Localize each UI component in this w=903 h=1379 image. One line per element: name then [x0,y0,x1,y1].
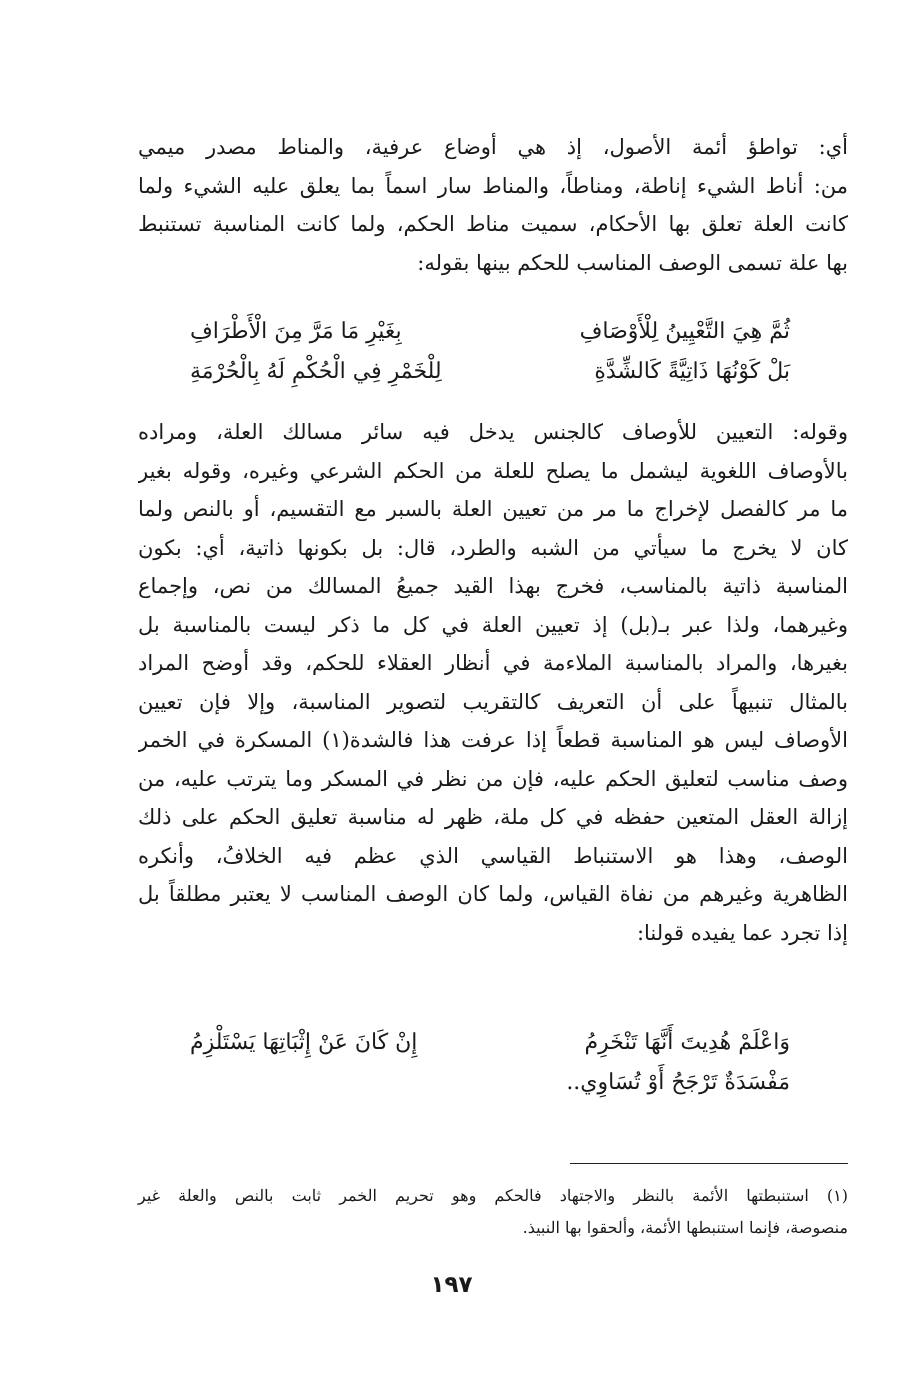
verse-hemistich-second: لِلْخَمْرِ فِي الْحُكْمِ لَهُ بِالْحُرْمَةِ [190,359,442,384]
verse-hemistich-second: إِنْ كَانَ عَنْ إِثْبَاتِهَا يَسْتَلْزِمُ [190,1030,418,1055]
text-line: من: أناط الشيء إناطة، ومناطاً، والمناط سار اسماً بما يعلق عليه الشيء ولما [138,173,848,198]
text-line: إزالة العقل المتعين حفظه في كل ملة، ظهر له مناسبة تعليق الحكم على ذلك [138,805,848,829]
text-line: بها علة تسمى الوصف المناسب للحكم بينها بقوله: [417,250,848,275]
verse-block-condition [190,1023,790,1103]
text-line: الوصف، وهذا هو الاستنباط القياسي الذي عظم فيه الخلافُ، وأنكره [138,843,848,868]
verse-line [190,1023,790,1063]
paragraph-commentary [138,413,848,952]
verse-hemistich-second: بِغَيْرِ مَا مَرَّ مِنَ الْأَطْرَافِ [190,319,402,344]
footnote [138,1180,848,1244]
footnote-separator [570,1163,848,1164]
verse-block-definition [190,312,790,392]
paragraph-opening [138,128,848,282]
text-line: الأوصاف ليس هو المناسبة قطعاً إذا عرفت هذا فالشدة(١) المسكرة في الخمر [138,728,848,752]
text-line: كانت العلة تعلق بها الأحكام، سميت مناط الحكم، ولما كانت المناسبة تستنبط [138,212,848,236]
text-line: بالأوصاف اللغوية ليشمل ما يصلح للعلة من الحكم الشرعي وغيره، وقوله بغير [138,458,848,483]
page-number: ١٩٧ [430,1272,473,1298]
text-line: إذا تجرد عما يفيده قولنا: [636,920,848,945]
text-line: وصف مناسب لتعليق الحكم عليه، فإن من نظر في المسكر وما يترتب عليه، من [138,766,848,791]
verse-line [190,312,790,352]
footnote-line: (١) استنبطتها الأئمة بالنظر والاجتهاد فالحكم وهو تحريم الخمر ثابت بالنص والعلة غير [138,1186,848,1205]
verse-hemistich-first: مَفْسَدَةٌ تَرْجَحُ أَوْ تُسَاوِي.. [566,1070,790,1095]
text-line: المناسبة ذاتية بالمناسب، فخرج بهذا القيد جميعُ المسالك من نص، وإجماع [138,574,848,598]
verse-hemistich-first: بَلْ كَوْنُهَا ذَاتِيَّةً كَالشِّدَّةِ [594,359,790,384]
text-line: بالمثال تنبيهاً على أن التعريف كالتقريب لتصوير المناسبة، وإلا فإن تعيين [138,689,848,714]
verse-line [190,1063,790,1103]
footnote-line: منصوصة، فإنما استنبطها الأئمة، وألحقوا بها النبيذ. [522,1218,848,1237]
verse-hemistich-first: وَاعْلَمْ هُدِيتَ أَنَّهَا تَنْخَرِمُ [584,1030,790,1055]
text-line: وغيرهما، ولذا عبر بـ(بل) إذ تعيين العلة في كل ما ذكر ليست بالمناسبة بل [138,612,848,637]
text-line: كان لا يخرج ما سيأتي من الشبه والطرد، قال: بل بكونها ذاتية، أي: بكون [138,535,848,560]
text-line: وقوله: التعيين للأوصاف كالجنس يدخل فيه سائر مسالك العلة، ومراده [138,420,848,444]
text-line: أي: تواطؤ أئمة الأصول، إذ هي أوضاع عرفية، والمناط مصدر ميمي [138,135,848,159]
verse-hemistich-first: ثُمَّ هِيَ التَّعْيِينُ لِلْأَوْصَافِ [579,319,790,344]
text-line: ما مر كالفصل لإخراج ما مر من تعيين العلة بالسبر مع التقسيم، أو بالنص ولما [138,497,848,521]
text-line: بغيرها، والمراد بالمناسبة الملاءمة في أنظار العقلاء للحكم، وقد أوضح المراد [138,651,848,675]
text-line: الظاهرية وغيرهم من نفاة القياس، ولما كان الوصف المناسب لا يعتبر مطلقاً بل [138,882,848,906]
verse-line [190,352,790,392]
